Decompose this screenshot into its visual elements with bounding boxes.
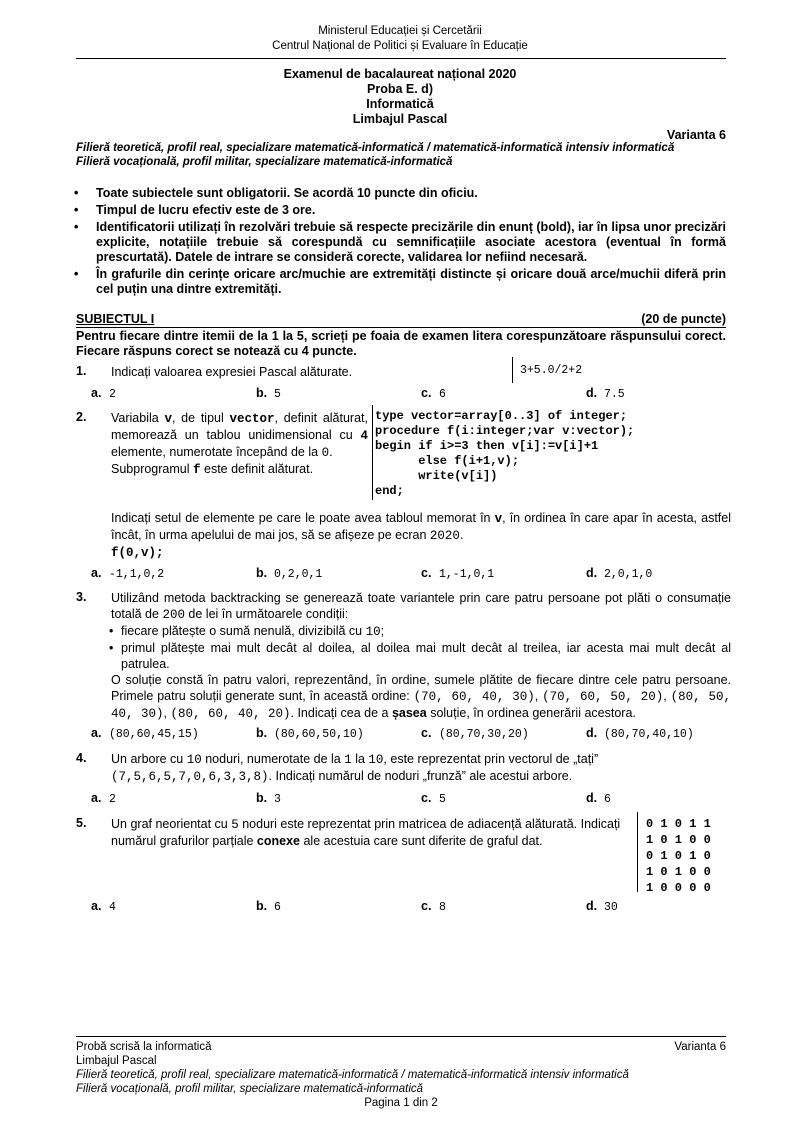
section-title: SUBIECTUL I — [76, 312, 155, 326]
text-fragment: Subprogramul — [111, 462, 193, 476]
code-var-v: v — [164, 412, 172, 426]
option-value: 3 — [274, 793, 281, 806]
text-fragment: șasea — [391, 706, 427, 720]
header-divider — [76, 58, 726, 59]
question-number: 5. — [76, 816, 87, 830]
text-fragment: Un graf neorientat cu — [111, 817, 232, 831]
text-fragment: la — [351, 752, 369, 766]
option-label: d. — [586, 899, 598, 913]
option-value: 1,-1,0,1 — [439, 568, 495, 581]
option-label: a. — [91, 386, 102, 400]
question-3-text — [111, 590, 731, 722]
option-c[interactable] — [421, 726, 529, 741]
code-number: 200 — [162, 608, 185, 622]
option-label: b. — [256, 566, 268, 580]
instruction-item: • Timpul de lucru efectiv este de 3 ore. — [76, 203, 726, 218]
option-label: a. — [91, 566, 102, 580]
footer-divider — [76, 1036, 726, 1037]
option-d[interactable] — [586, 791, 611, 806]
text-fragment: de lei în următoarele condiții: — [184, 607, 349, 621]
instruction-item: • În grafurile din cerințe oricare arc/muchie are extremități distincte și oricare două arce/muchii diferă prin cel puțin una dintre extremități. — [76, 267, 726, 297]
code-sub-f: f — [193, 463, 201, 477]
code-line: write(v[i]) — [375, 469, 498, 483]
option-value: (80,70,30,20) — [439, 728, 529, 741]
code-number: 4 — [360, 429, 368, 443]
matrix-row: 1 0 1 0 0 — [646, 865, 711, 879]
adjacency-matrix — [646, 816, 711, 896]
option-b[interactable] — [256, 566, 322, 581]
option-label: b. — [256, 726, 268, 740]
option-value: 8 — [439, 901, 446, 914]
matrix-divider — [637, 812, 638, 892]
option-label: d. — [586, 726, 598, 740]
option-value: 7.5 — [604, 388, 625, 401]
code-type-vector: vector — [229, 412, 275, 426]
option-label: a. — [91, 726, 102, 740]
code-var-v: v — [494, 512, 503, 526]
pascal-expression: 3+5.0/2+2 — [520, 364, 583, 377]
section-intro: Pentru fiecare dintre itemii de la 1 la 5, scrieți pe foaia de examen litera corespunzătoare răspunsului corect. Fiecare răspuns corect se notează cu 4 puncte. — [76, 329, 726, 358]
code-number: 10 — [365, 625, 381, 639]
footer-profile-2: Filieră vocațională, profil militar, specializare matematică-informatică — [76, 1083, 424, 1095]
option-value: 2,0,1,0 — [604, 568, 653, 581]
language-title: Limbajul Pascal — [352, 112, 448, 126]
code-number: 10 — [368, 753, 384, 767]
text-fragment: . Indicați cea de a — [290, 706, 392, 720]
function-call: f(0,v); — [111, 546, 164, 560]
question-2-text — [111, 510, 731, 561]
text-fragment: Variabila — [111, 411, 165, 425]
code-number: 10 — [186, 753, 202, 767]
option-value: 4 — [109, 901, 116, 914]
instruction-item: • Toate subiectele sunt obligatorii. Se acordă 10 puncte din oficiu. — [76, 186, 726, 201]
profile-line-1: Filieră teoretică, profil real, specializare matematică-informatică / matematică-informatică intensiv informatică — [76, 142, 675, 154]
footer-row — [76, 1040, 726, 1054]
option-b[interactable] — [256, 386, 281, 401]
question-number: 2. — [76, 410, 87, 424]
option-value: 5 — [439, 793, 446, 806]
footer-variant: Varianta 6 — [674, 1041, 726, 1053]
text-fragment: . Indicați numărul de noduri „frunză” ale acestui arbore. — [268, 769, 573, 783]
code-line: else f(i+1,v); — [375, 454, 520, 468]
page-number: Pagina 1 din 2 — [364, 1097, 438, 1109]
option-d[interactable] — [586, 726, 694, 741]
option-value: (80,70,40,10) — [604, 728, 694, 741]
center-name: Centrul Național de Politici și Evaluare în Educație — [272, 40, 528, 52]
text-fragment: Utilizând metoda backtracking se generează toate variantele prin care patru persoane pot plăti o consumație totală de — [111, 591, 731, 621]
option-c[interactable] — [421, 791, 446, 806]
text-fragment: ; — [380, 624, 385, 638]
code-line: procedure f(i:integer;var v:vector); — [375, 424, 635, 438]
option-c[interactable] — [421, 566, 494, 581]
ministry-name: Ministerul Educației și Cercetării — [318, 25, 482, 37]
text-fragment: . — [459, 528, 464, 542]
condition-item: • primul plătește mai mult decât al doilea, al doilea mai mult decât al treilea, iar acesta mai mult decât al patrulea. — [109, 641, 731, 671]
instruction-item: • Identificatorii utilizați în rezolvări trebuie să respecte precizările din enunț (bold), iar în lipsa unor precizări explicite, notațiile trebuie să corespundă cu semnificațiile asociate acestora (eventual în formă prescurtată). Datele de intrare se consideră corecte, validarea lor nefiind necesară. — [76, 220, 726, 265]
solution-tuple: (80, 60, 40, 20) — [170, 707, 291, 721]
option-label: c. — [421, 899, 432, 913]
proba-title: Proba E. d) — [367, 82, 433, 96]
option-label: c. — [421, 726, 432, 740]
code-line: type vector=array[0..3] of integer; — [375, 409, 628, 423]
question-1-text: Indicați valoarea expresiei Pascal alăturate. — [111, 365, 353, 379]
code-number: 5 — [231, 818, 239, 832]
text-fragment: O soluție constă în patru valori, reprezentând, în ordine, sumele plătite de fiecare dintre cele patru persoane. Primele patru soluții generate sunt, în această ordine: — [111, 673, 731, 703]
option-a[interactable] — [91, 566, 164, 581]
matrix-row: 0 1 0 1 1 — [646, 817, 711, 831]
text-fragment: , în ordinea în care apar în acesta, astfel încât, în urma apelului de mai jos, să se afișeze pe ecran — [111, 511, 731, 542]
parent-vector: (7,5,6,5,7,0,6,3,3,8) — [111, 770, 269, 784]
solution-tuple: (70, 60, 50, 20) — [542, 690, 664, 704]
text-fragment: , de tipul — [171, 411, 230, 425]
matrix-row: 1 0 0 0 0 — [646, 881, 711, 895]
pascal-code-block — [375, 409, 634, 499]
option-c[interactable] — [421, 899, 446, 914]
solution-tuple: (80, 50, 40, 30) — [111, 690, 732, 721]
option-b[interactable] — [256, 899, 281, 914]
text-fragment: Indicați setul de elemente pe care le poate avea tabloul memorat în — [111, 511, 495, 525]
option-b[interactable] — [256, 726, 364, 741]
option-d[interactable] — [586, 386, 625, 401]
code-line: end; — [375, 484, 404, 498]
question-number: 4. — [76, 751, 87, 765]
instructions-list — [76, 186, 726, 297]
matrix-row: 1 0 1 0 0 — [646, 833, 711, 847]
solution-tuple: (70, 60, 40, 30) — [413, 690, 535, 704]
matrix-row: 0 1 0 1 0 — [646, 849, 711, 863]
option-label: d. — [586, 386, 598, 400]
text-fragment: , este reprezentat prin vectorul de „tați” — [383, 752, 599, 766]
question-3-options — [91, 726, 731, 742]
option-value: 2 — [109, 793, 116, 806]
option-label: d. — [586, 566, 598, 580]
condition-item: • fiecare plătește o sumă nenulă, divizibilă cu 10; — [109, 624, 385, 639]
option-value: 6 — [439, 388, 446, 401]
option-label: d. — [586, 791, 598, 805]
text-fragment: noduri, numerotate de la — [201, 752, 345, 766]
code-divider — [372, 405, 373, 500]
option-label: b. — [256, 899, 268, 913]
question-number: 1. — [76, 364, 87, 378]
exam-title: Examenul de bacalaureat național 2020 — [283, 67, 517, 81]
text-fragment: noduri este reprezentat prin matricea de adiacență alăturată. Indicați numărul grafurilor parțiale — [111, 817, 621, 848]
text-fragment: , definit alăturat, memorează un tablou unidimensional cu — [111, 411, 368, 442]
text-fragment: fiecare plătește o sumă nenulă, divizibilă cu — [121, 624, 366, 638]
text-fragment: soluție, în ordinea generării acestora. — [426, 706, 636, 720]
text-fragment: . — [329, 445, 333, 459]
option-label: c. — [421, 386, 432, 400]
question-4-text — [111, 751, 731, 785]
question-2-intro — [111, 410, 368, 478]
section-points: (20 de puncte) — [641, 312, 726, 326]
text-fragment: este definit alăturat. — [200, 462, 314, 476]
variant-label: Varianta 6 — [666, 128, 726, 142]
footer-language: Limbajul Pascal — [76, 1055, 157, 1067]
code-number: 1 — [344, 753, 352, 767]
option-d[interactable] — [586, 566, 652, 581]
code-line: begin if i>=3 then v[i]:=v[i]+1 — [375, 439, 599, 453]
option-a[interactable] — [91, 726, 199, 741]
option-label: b. — [256, 791, 268, 805]
question-3-line: O soluție constă în patru valori, reprezentând, în ordine, sumele plătite de fiecare dintre cele patru persoane. Primele patru soluții generate sunt, în această ordine: (70, 60, 40, 30), (70, 60, 50, 20), (80, 50, 40, 30), (80, 60, 40, 20). Indicați cea de a șasea soluție, în ordinea generării acestora. — [111, 673, 732, 721]
profile-line-2: Filieră vocațională, profil militar, specializare matematică-informatică — [76, 156, 453, 168]
text-fragment: primul plătește mai mult decât al doilea, al doilea mai mult decât al treilea, iar acesta mai mult decât al patrulea. — [121, 641, 731, 671]
option-d[interactable] — [586, 899, 618, 914]
option-value: -1,1,0,2 — [109, 568, 165, 581]
question-5-text — [111, 816, 633, 849]
expr-divider — [512, 357, 513, 383]
text-fragment: conexe — [256, 834, 300, 848]
footer-profile-1: Filieră teoretică, profil real, specializare matematică-informatică / matematică-informatică intensiv informatică — [76, 1069, 629, 1081]
option-b[interactable] — [256, 791, 281, 806]
footer-exam: Probă scrisă la informatică — [76, 1041, 212, 1053]
option-label: a. — [91, 791, 102, 805]
option-value: 30 — [604, 901, 618, 914]
question-4-options — [91, 791, 731, 807]
page-footer — [76, 1040, 726, 1110]
question-5-options — [91, 899, 731, 915]
code-number: 2020 — [429, 529, 460, 543]
option-a[interactable] — [91, 899, 116, 914]
option-value: 5 — [274, 388, 281, 401]
text-fragment: ale acestuia care sunt diferite de graful dat. — [300, 834, 543, 848]
question-2-options — [91, 566, 731, 582]
option-value: 6 — [604, 793, 611, 806]
option-label: c. — [421, 566, 432, 580]
section-divider — [76, 327, 726, 328]
option-label: c. — [421, 791, 432, 805]
option-c[interactable] — [421, 386, 446, 401]
option-label: b. — [256, 386, 268, 400]
question-1-options — [91, 386, 731, 402]
text-fragment: elemente, numerotate începând de la — [111, 445, 322, 459]
option-value: 0,2,0,1 — [274, 568, 323, 581]
text-fragment: Un arbore cu — [111, 752, 187, 766]
option-label: a. — [91, 899, 102, 913]
question-number: 3. — [76, 590, 87, 604]
option-value: 6 — [274, 901, 281, 914]
question-3-line — [111, 590, 731, 623]
option-value: (80,60,45,15) — [109, 728, 199, 741]
code-number: 0 — [321, 446, 330, 460]
option-value: (80,60,50,10) — [274, 728, 364, 741]
option-a[interactable] — [91, 386, 116, 401]
subject-title: Informatică — [366, 97, 434, 111]
option-value: 2 — [109, 388, 116, 401]
option-a[interactable] — [91, 791, 116, 806]
